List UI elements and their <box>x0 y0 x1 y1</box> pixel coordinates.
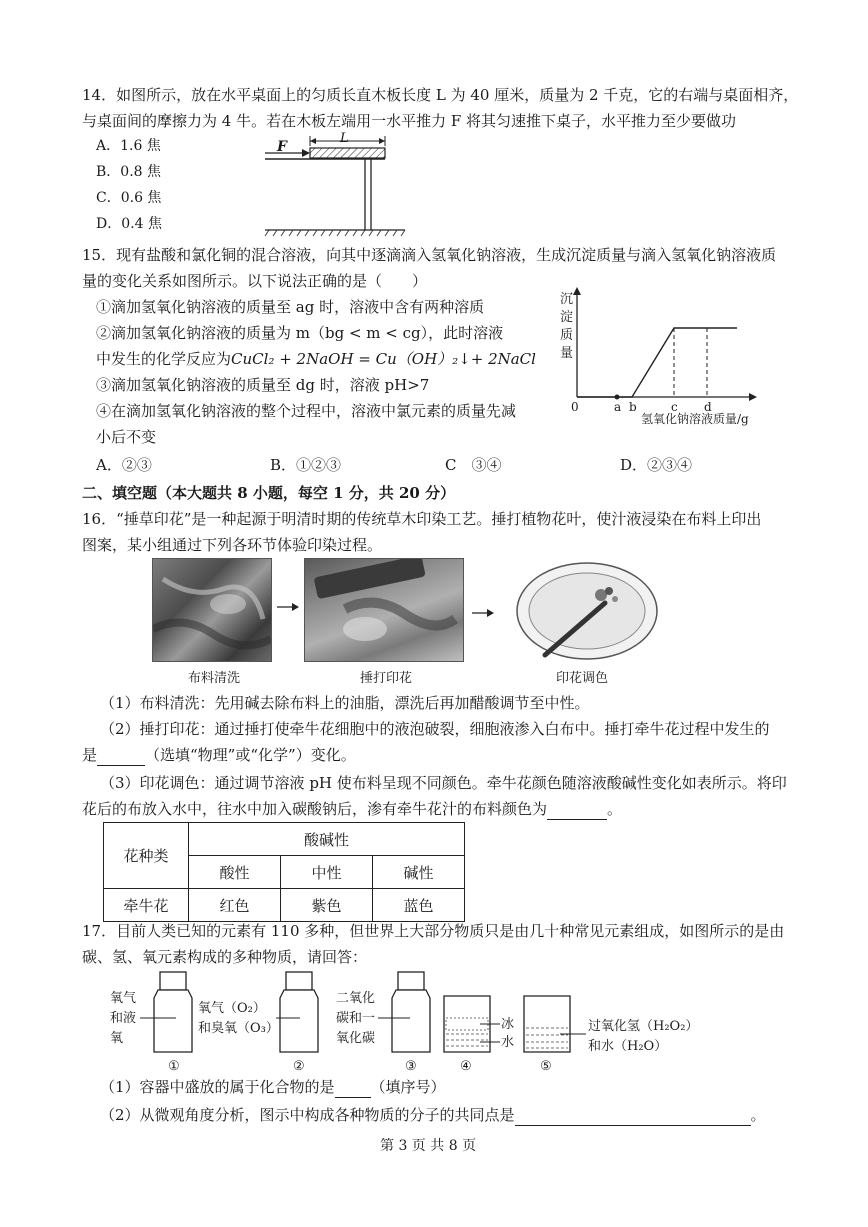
bottle-2 <box>280 972 318 1052</box>
table-row-name: 牵牛花 <box>104 889 189 922</box>
q14-board-figure <box>255 130 415 240</box>
answer-blank-17-2[interactable] <box>515 1106 751 1126</box>
table-group-header: 酸碱性 <box>189 823 465 856</box>
q14-stem-line1: 14．如图所示，放在水平桌面上的匀质长直木板长度 L 为 40 厘米，质量为 2 千克，它的右端与桌面相齐， <box>82 86 799 104</box>
q17-part1-pre: （1）容器中盛放的属于化合物的是 <box>100 1078 335 1096</box>
q16-stem-line2: 图案，某小组通过下列各环节体验印染过程。 <box>82 536 383 554</box>
num-4: ④ <box>460 1059 472 1074</box>
q15-option-d: D．②③④ <box>620 456 693 474</box>
q16-stem-line1: 16．“捶草印花”是一种起源于明清时期的传统草木印染工艺。捶打植物花叶，使汁液浸染在布料上印出 <box>82 510 762 528</box>
q15-option-b: B．①②③ <box>270 456 342 474</box>
chart-xtick-0: 0 <box>571 400 579 414</box>
chart-xtick-a: a <box>614 400 622 414</box>
q15-equation: CuCl₂ + 2NaOH = Cu（OH）₂↓+ 2NaCl <box>231 350 536 368</box>
arrow-icon <box>275 600 301 614</box>
q15-statement-1: ①滴加氢氧化钠溶液的质量至 ag 时，溶液中含有两种溶质 <box>96 298 485 316</box>
label-2-line1: 氧气（O₂） <box>198 1001 266 1016</box>
answer-blank-17-1[interactable] <box>335 1078 371 1098</box>
table-col-acid: 酸性 <box>189 856 281 889</box>
q14-option-b: B．0.8 焦 <box>96 164 162 180</box>
q16-part3-line1: （3）印花调色：通过调节溶液 pH 使布料呈现不同颜色。牵牛花颜色随溶液酸碱性变化如表所示。将印 <box>100 774 787 792</box>
photo-hammering-flowers <box>304 558 464 662</box>
bottle-3 <box>392 972 430 1052</box>
q15-statement-2b-prefix: 中发生的化学反应为 <box>96 350 232 368</box>
photo-cloth-washing <box>152 558 272 662</box>
q15-statement-2a: ②滴加氢氧化钠溶液的质量为 m（bg < m < cg），此时溶液 <box>96 324 504 342</box>
answer-blank-16-2[interactable] <box>97 746 145 766</box>
num-5: ⑤ <box>540 1059 552 1074</box>
label-1-line1: 氧气 <box>110 991 137 1006</box>
chart-ylabel-3: 质 <box>560 328 574 343</box>
num-2: ② <box>293 1059 305 1074</box>
q17-stem-line2: 碳、氢、氧元素构成的多种物质，请回答： <box>82 948 368 966</box>
q15-option-a: A．②③ <box>96 456 152 474</box>
caption-color: 印花调色 <box>556 671 609 686</box>
num-1: ① <box>168 1059 180 1074</box>
q16-part2-post: （选填“物理”或“化学”）变化。 <box>145 746 356 764</box>
q17-containers-figure <box>110 968 730 1078</box>
chart-ylabel-4: 量 <box>560 346 574 361</box>
q16-part2-pre: 是 <box>82 746 98 764</box>
label-1-line2: 和液 <box>110 1011 137 1026</box>
label-ice: 冰 <box>501 1017 515 1032</box>
q15-statement-4b: 小后不变 <box>96 428 157 446</box>
q15-precipitate-chart <box>555 285 770 435</box>
label-water: 水 <box>501 1035 515 1050</box>
q17-stem-line1: 17．目前人类已知的元素有 110 多种，但世界上大部分物质只是由几十种常见元素组成，如图所示的是由 <box>82 922 785 940</box>
table-col-neutral: 中性 <box>281 856 373 889</box>
arrow-icon <box>470 606 496 620</box>
section-heading: 二、填空题（本大题共 8 小题，每空 1 分，共 20 分） <box>82 484 456 502</box>
label-3-line2: 碳和一 <box>336 1011 376 1026</box>
chart-xtick-d: d <box>704 400 712 414</box>
illustration-color-dish <box>505 555 665 665</box>
q16-part2-line1: （2）捶打印花：通过捶打使牵牛花细胞中的液泡破裂，细胞液渗入白布中。捶打牵牛花过程中发生的 <box>100 720 770 738</box>
q16-part3-text: 花后的布放入水中，往水中加入碳酸钠后，渗有牵牛花汁的布料颜色为 <box>82 800 548 818</box>
chart-xtick-c: c <box>671 400 678 414</box>
label-5-line1: 过氧化氢（H₂O₂） <box>588 1019 699 1034</box>
q17-part1-post: （填序号） <box>370 1078 446 1096</box>
q15-option-c: C ③④ <box>445 456 502 474</box>
caption-cloth-washing: 布料清洗 <box>188 671 241 686</box>
table-col-base: 碱性 <box>373 856 465 889</box>
num-3: ③ <box>405 1059 417 1074</box>
q14-stem-line2: 与桌面间的摩擦力为 4 牛。若在木板左端用一水平推力 F 将其匀速推下桌子，水平推力至少要做功 <box>82 112 737 130</box>
chart-ylabel-1: 沉 <box>560 292 574 307</box>
q14-option-d: D．0.4 焦 <box>96 216 162 232</box>
caption-hammering: 捶打印花 <box>360 671 413 686</box>
page-footer: 第 3 页 共 8 页 <box>380 1138 477 1154</box>
q17-part2 <box>100 1106 766 1126</box>
q16-part3-line2 <box>82 800 622 820</box>
q17-part1 <box>100 1078 446 1098</box>
q15-stem-line2: 量的变化关系如图所示。以下说法正确的是（ ） <box>82 272 428 290</box>
morning-glory-color-table <box>103 822 465 922</box>
q15-statement-4a: ④在滴加氢氧化钠溶液的整个过程中，溶液中氯元素的质量先减 <box>96 402 517 420</box>
q15-statement-3: ③滴加氢氧化钠溶液的质量至 dg 时，溶液 pH>7 <box>96 376 430 394</box>
q14-label-l: L <box>340 131 349 146</box>
q16-part1: （1）布料清洗：先用碱去除布料上的油脂，漂洗后再加醋酸调节至中性。 <box>100 694 590 712</box>
beaker-5 <box>524 996 570 1052</box>
chart-series-line-0 <box>577 328 737 397</box>
q16-part2-line2 <box>82 746 356 766</box>
label-2-line2: 和臭氧（O₃） <box>198 1021 279 1036</box>
q15-stem-line1: 15．现有盐酸和氯化铜的混合溶液，向其中逐滴滴入氢氧化钠溶液，生成沉淀质量与滴入氢氧化钠溶液质 <box>82 246 777 264</box>
label-3-line3: 氧化碳 <box>336 1031 376 1046</box>
label-1-line3: 氧 <box>110 1031 124 1046</box>
answer-blank-16-3[interactable] <box>547 800 607 820</box>
table-corner: 花种类 <box>104 823 189 889</box>
chart-xtick-b: b <box>629 400 637 414</box>
bottle-1 <box>154 972 192 1052</box>
q16-part3-end: 。 <box>607 800 623 818</box>
q14-option-a: A．1.6 焦 <box>96 138 161 154</box>
chart-ylabel-2: 淀 <box>560 310 574 325</box>
table-cell-base: 蓝色 <box>373 889 465 922</box>
q17-part2-post: 。 <box>750 1106 766 1124</box>
q14-option-c: C．0.6 焦 <box>96 190 162 206</box>
q17-part2-pre: （2）从微观角度分析，图示中构成各种物质的分子的共同点是 <box>100 1106 515 1124</box>
label-3-line1: 二氧化 <box>336 991 376 1006</box>
chart-xlabel: 氢氧化钠溶液质量/g <box>641 412 749 426</box>
table-cell-neutral: 紫色 <box>281 889 373 922</box>
table-cell-acid: 红色 <box>189 889 281 922</box>
q15-statement-2b <box>96 350 536 369</box>
q14-label-f: F <box>277 139 287 155</box>
label-5-line2: 和水（H₂O） <box>588 1039 668 1054</box>
